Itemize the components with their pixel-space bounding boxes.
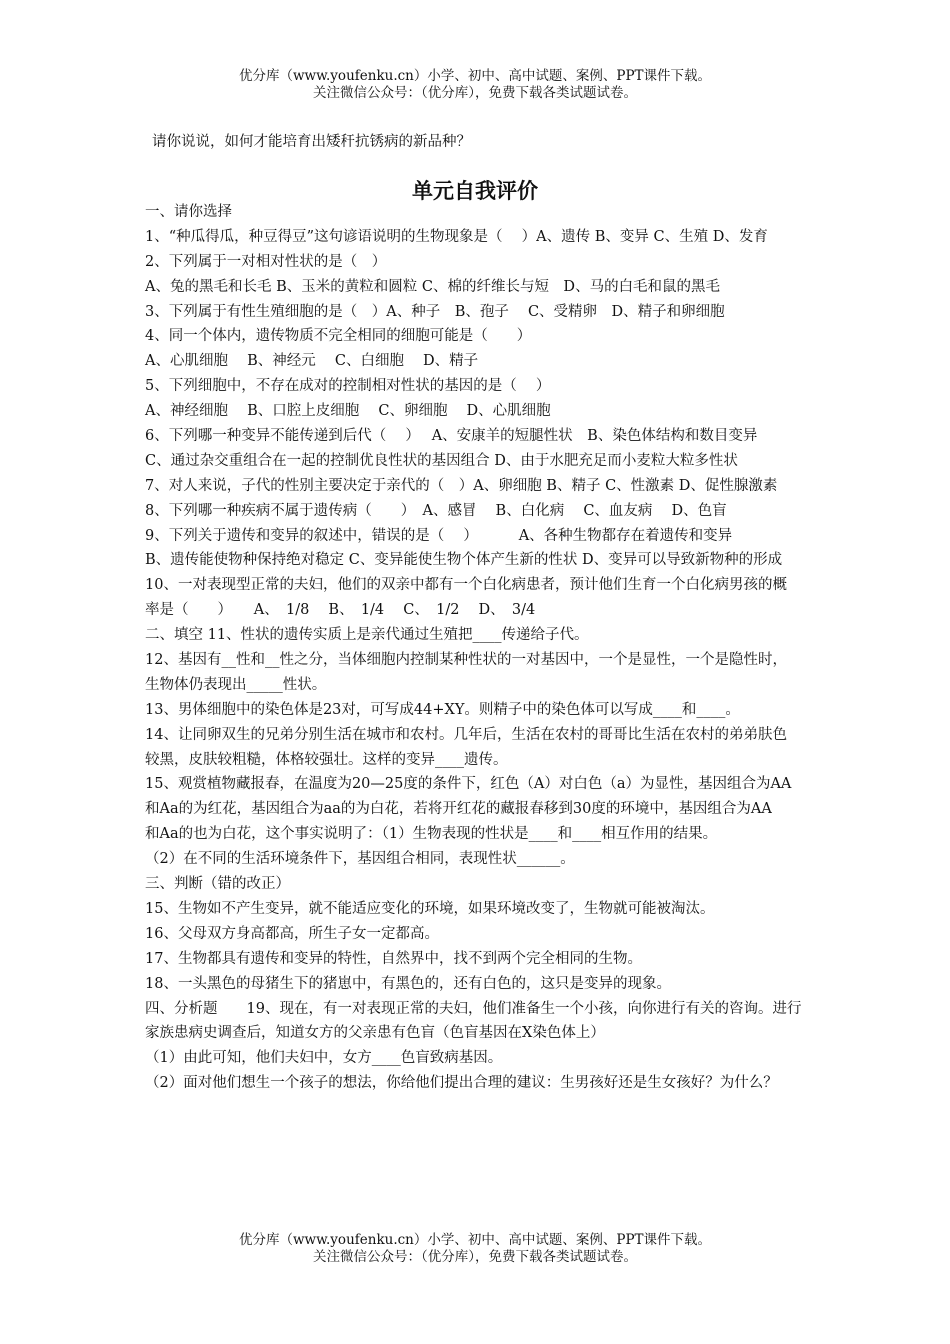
- text-line: 二、填空 11、性状的遗传实质上是亲代通过生殖把____传递给子代。: [145, 627, 589, 644]
- text-line: 和Aa的也为白花，这个事实说明了：（1）生物表现的性状是____和____相互作用的结果。: [145, 826, 718, 843]
- text-line: B、遗传能使物种保持绝对稳定 C、变异能使生物个体产生新的性状 D、变异可以导致新物种的形成: [145, 552, 783, 569]
- page-title: 单元自我评价: [412, 179, 538, 203]
- text-line: 2、下列属于一对相对性状的是（ ）: [145, 253, 387, 270]
- text-line: 6、下列哪一种变异不能传递到后代（ ） A、安康羊的短腿性状 B、染色体结构和数目变异: [145, 428, 758, 445]
- text-line: 1、“种瓜得瓜，种豆得豆”这句谚语说明的生物现象是（ ）A、遗传 B、变异 C、生殖 D、发育: [145, 228, 768, 245]
- text-line: 和Aa的为红花，基因组合为aa的为白花，若将开红花的藏报春移到30度的环境中，基因组合为AA: [145, 801, 772, 818]
- text-line: 15、观赏植物藏报春，在温度为20—25度的条件下，红色（A）对白色（a）为显性，基因组合为AA: [145, 776, 792, 793]
- text-line: 5、下列细胞中，不存在成对的控制相对性状的基因的是（ ）: [145, 378, 551, 395]
- text-line: 4、同一个体内，遗传物质不完全相同的细胞可能是（ ）: [145, 328, 532, 345]
- text-line: 16、父母双方身高都高，所生子女一定都高。: [145, 925, 439, 942]
- page-header: [0, 68, 950, 102]
- text-line: （2）在不同的生活环境条件下，基因组合相同，表现性状______。: [145, 851, 575, 868]
- header-line-1: 优分库（www.youfenku.cn）小学、初中、高中试题、案例、PPT课件下载。: [238, 68, 712, 84]
- text-line: 一、请你选择: [145, 204, 232, 220]
- text-line: 12、基因有__性和__性之分，当体细胞内控制某种性状的一对基因中，一个是显性，一个是隐性时，: [145, 652, 787, 669]
- footer-line-1: 优分库（www.youfenku.cn）小学、初中、高中试题、案例、PPT课件下载。: [238, 1232, 712, 1248]
- text-line: A、神经细胞 B、口腔上皮细胞 C、卵细胞 D、心肌细胞: [145, 403, 551, 420]
- header-line-2: 关注微信公众号：（优分库），免费下载各类试题试卷。: [313, 85, 637, 101]
- text-line: 14、让同卵双生的兄弟分别生活在城市和农村。几年后，生活在农村的哥哥比生活在农村的弟弟肤色: [145, 726, 787, 743]
- footer-line-2: 关注微信公众号：（优分库），免费下载各类试题试卷。: [313, 1249, 637, 1265]
- text-line: 9、下列关于遗传和变异的叙述中，错误的是（ ） A、各种生物都存在着遗传和变异: [145, 527, 733, 544]
- text-line: 15、生物如不产生变异，就不能适应变化的环境，如果环境改变了，生物就可能被淘汰。: [145, 900, 715, 917]
- intro-question: 请你说说，如何才能培育出矮秆抗锈病的新品种？: [152, 134, 471, 150]
- text-line: 7、对人来说，子代的性别主要决定于亲代的（ ）A、卵细胞 B、精子 C、性激素 D、促性腺激素: [145, 477, 778, 494]
- page-footer: [0, 1232, 950, 1266]
- text-line: 17、生物都具有遗传和变异的特性，自然界中，找不到两个完全相同的生物。: [145, 950, 642, 967]
- text-line: A、兔的黑毛和长毛 B、玉米的黄粒和圆粒 C、棉的纤维长与短 D、马的白毛和鼠的黑毛: [145, 278, 721, 295]
- text-line: 8、下列哪一种疾病不属于遗传病（ ） A、感冒 B、白化病 C、血友病 D、色盲: [145, 502, 727, 519]
- text-line: 3、下列属于有性生殖细胞的是（ ）A、种子 B、孢子 C、受精卵 D、精子和卵细胞: [145, 303, 725, 320]
- text-line: A、心肌细胞 B、神经元 C、白细胞 D、精子: [145, 353, 479, 370]
- text-line: （1）由此可知，他们夫妇中，女方____色盲致病基因。: [145, 1050, 503, 1067]
- text-line: 四、分析题 19、现在，有一对表现正常的夫妇，他们准备生一个小孩，向你进行有关的咨询。进行: [145, 1000, 802, 1017]
- text-line: 率是（ ） A、 1/8 B、 1/4 C、 1/2 D、 3/4: [145, 602, 536, 619]
- text-line: 18、一头黑色的母猪生下的猪崽中，有黑色的，还有白色的，这只是变异的现象。: [145, 975, 671, 992]
- exam-body: [145, 200, 895, 1096]
- text-line: 三、判断（错的改正）: [145, 876, 290, 893]
- text-line: 较黑，皮肤较粗糙，体格较强壮。这样的变异____遗传。: [145, 751, 508, 768]
- text-line: C、通过杂交重组合在一起的控制优良性状的基因组合 D、由于水肥充足而小麦粒大粒多性状: [145, 452, 738, 469]
- text-line: （2）面对他们想生一个孩子的想法，你给他们提出合理的建议：生男孩好还是生女孩好？为什么？: [145, 1075, 778, 1092]
- text-line: 家族患病史调查后，知道女方的父亲患有色盲（色盲基因在X染色体上）: [145, 1025, 605, 1042]
- text-line: 10、一对表现型正常的夫妇，他们的双亲中都有一个白化病患者，预计他们生育一个白化病男孩的概: [145, 577, 787, 594]
- text-line: 13、男体细胞中的染色体是23对，可写成44+XY。则精子中的染色体可以写成____和____。: [145, 701, 740, 718]
- text-line: 生物体仍表现出_____性状。: [145, 676, 327, 693]
